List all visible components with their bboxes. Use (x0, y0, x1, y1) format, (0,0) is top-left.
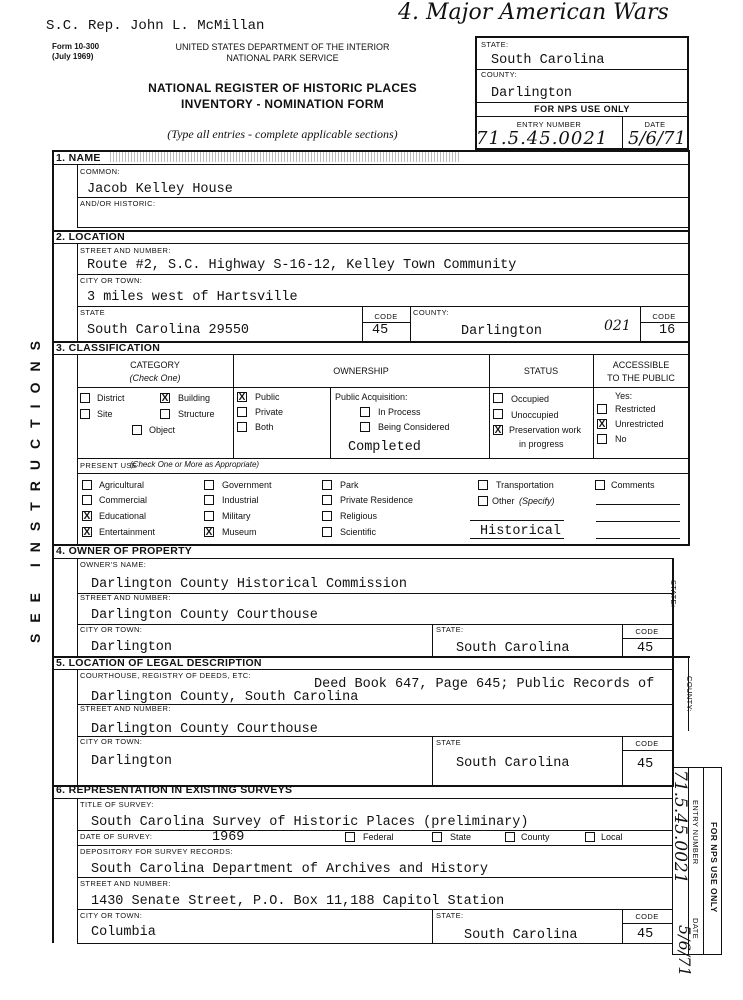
survey-date: 1969 (212, 830, 245, 845)
preservation-label-1: Preservation work (509, 425, 582, 435)
private-label: Private (255, 407, 284, 417)
category-head: CATEGORY (130, 360, 180, 370)
acquisition-label: Public Acquisition: (335, 392, 408, 402)
legal-state: South Carolina (456, 756, 570, 771)
location-state-label: STATE (80, 308, 106, 317)
federal-checkbox[interactable] (345, 832, 355, 842)
see-instructions-side: SEE INSTRUCTIONS (27, 330, 43, 643)
depository: South Carolina Department of Archives and History (91, 862, 488, 877)
ownership-head: OWNERSHIP (333, 366, 389, 376)
religious-checkbox[interactable] (322, 511, 332, 521)
acquisition-completed: Completed (348, 440, 421, 455)
yes-label: Yes: (615, 391, 633, 401)
section-1-title: 1. NAME (56, 152, 101, 164)
entertainment-checkbox[interactable]: X (83, 527, 91, 538)
present-use-label: PRESENT USE (80, 461, 138, 470)
location-county: Darlington (461, 324, 543, 339)
section-2-title: 2. LOCATION (56, 231, 126, 243)
structure-label: Structure (178, 409, 215, 419)
structure-checkbox[interactable] (160, 409, 170, 419)
courthouse-label: COURTHOUSE, REGISTRY OF DEEDS, ETC: (80, 671, 252, 680)
survey-state: South Carolina (464, 928, 578, 943)
public-checkbox[interactable]: X (238, 392, 246, 403)
legal-state-label: STATE (436, 738, 462, 747)
service: NATIONAL PARK SERVICE (226, 53, 339, 63)
owner-city: Darlington (91, 640, 173, 655)
transportation-label: Transportation (496, 480, 554, 490)
location-state: South Carolina 29550 (87, 323, 250, 338)
park-label: Park (340, 480, 359, 490)
preservation-label-2: in progress (519, 439, 564, 449)
government-label: Government (222, 480, 272, 490)
side-entry-label: ENTRY NUMBER (691, 800, 700, 865)
state-code: 45 (372, 323, 389, 338)
entertainment-label: Entertainment (99, 527, 156, 537)
top-county-value: Darlington (491, 86, 573, 101)
state-survey-label: State (450, 832, 472, 842)
museum-label: Museum (222, 527, 257, 537)
legal-city: Darlington (91, 754, 173, 769)
educational-checkbox[interactable]: X (83, 511, 91, 522)
other-label: Other (492, 496, 515, 506)
county-survey-label: County (521, 832, 550, 842)
unoccupied-checkbox[interactable] (493, 409, 503, 419)
side-entry-date: 5/6/71 (675, 925, 694, 977)
survey-city-label: CITY OR TOWN: (80, 911, 143, 920)
form-title-1: NATIONAL REGISTER OF HISTORIC PLACES (148, 81, 417, 95)
historic-label: AND/OR HISTORIC: (80, 199, 156, 208)
preservation-checkbox[interactable]: X (494, 425, 502, 436)
county-code-label: CODE (652, 312, 676, 321)
top-entry-label: ENTRY NUMBER (516, 120, 582, 129)
specify-label: (Specify) (519, 496, 555, 506)
both-checkbox[interactable] (237, 422, 247, 432)
comments-checkbox[interactable] (595, 480, 605, 490)
form-title-2: INVENTORY - NOMINATION FORM (181, 97, 384, 111)
owner-code: 45 (637, 641, 654, 656)
owner-state-label: STATE: (436, 625, 464, 634)
owner-street-label: STREET AND NUMBER: (80, 593, 171, 602)
site-label: Site (97, 409, 113, 419)
no-label: No (615, 434, 627, 444)
top-state-value: South Carolina (491, 53, 605, 68)
transportation-checkbox[interactable] (478, 480, 488, 490)
location-city-label: CITY OR TOWN: (80, 276, 143, 285)
survey-city: Columbia (91, 925, 156, 940)
other-checkbox[interactable] (478, 496, 488, 506)
wars-annotation: 4. Major American Wars (398, 0, 669, 25)
owner-street: Darlington County Courthouse (91, 608, 318, 623)
rep-annotation: S.C. Rep. John L. McMillan (46, 18, 265, 34)
private-residence-checkbox[interactable] (322, 495, 332, 505)
location-city: 3 miles west of Hartsville (87, 290, 298, 305)
survey-date-label: DATE OF SURVEY: (80, 832, 153, 841)
object-checkbox[interactable] (132, 425, 142, 435)
being-considered-checkbox[interactable] (360, 422, 370, 432)
educational-label: Educational (99, 511, 147, 521)
in-process-checkbox[interactable] (360, 407, 370, 417)
religious-label: Religious (340, 511, 378, 521)
top-date-label: DATE (644, 120, 666, 129)
section-4-title: 4. OWNER OF PROPERTY (56, 545, 193, 557)
district-label: District (97, 393, 125, 403)
category-sub: (Check One) (129, 373, 181, 383)
side-nps-label: FOR NPS USE ONLY (709, 822, 719, 913)
legal-city-label: CITY OR TOWN: (80, 737, 143, 746)
side-entry-number: 71.5.45.0021 (670, 770, 690, 884)
local-label: Local (601, 832, 623, 842)
military-checkbox[interactable] (204, 511, 214, 521)
courthouse-line-1: Deed Book 647, Page 645; Public Records of (314, 677, 655, 692)
restricted-checkbox[interactable] (597, 404, 607, 414)
agricultural-label: Agricultural (99, 480, 145, 490)
legal-code: 45 (637, 757, 654, 772)
legal-code-label: CODE (635, 739, 659, 748)
restricted-label: Restricted (615, 404, 656, 414)
survey-code: 45 (637, 927, 654, 942)
top-entry-date: 5/6/71 (628, 128, 686, 149)
legal-street-label: STREET AND NUMBER: (80, 704, 171, 713)
side-date-label: DATE (691, 918, 700, 940)
common-name: Jacob Kelley House (87, 182, 233, 197)
form-date: (July 1969) (52, 52, 94, 61)
industrial-checkbox[interactable] (204, 495, 214, 505)
side-state-label: STATE: (669, 580, 678, 608)
location-street: Route #2, S.C. Highway S-16-12, Kelley Town Community (87, 258, 517, 273)
department: UNITED STATES DEPARTMENT OF THE INTERIOR (175, 42, 390, 52)
building-label: Building (178, 393, 211, 403)
state-code-label: CODE (374, 312, 398, 321)
survey-code-label: CODE (635, 912, 659, 921)
owner-city-label: CITY OR TOWN: (80, 625, 143, 634)
government-checkbox[interactable] (204, 480, 214, 490)
industrial-label: Industrial (222, 495, 259, 505)
survey-state-label: STATE: (436, 911, 464, 920)
owner-name: Darlington County Historical Commission (91, 577, 407, 592)
private-residence-label: Private Residence (340, 495, 414, 505)
section-5-title: 5. LOCATION OF LEGAL DESCRIPTION (56, 657, 262, 669)
occupied-label: Occupied (511, 394, 550, 404)
access-head-2: TO THE PUBLIC (607, 373, 675, 383)
site-checkbox[interactable] (80, 409, 90, 419)
district-checkbox[interactable] (80, 393, 90, 403)
owner-label: OWNER'S NAME: (80, 560, 147, 569)
agricultural-checkbox[interactable] (82, 480, 92, 490)
in-process-label: In Process (378, 407, 421, 417)
depository-label: DEPOSITORY FOR SURVEY RECORDS: (80, 847, 234, 856)
commercial-checkbox[interactable] (82, 495, 92, 505)
top-entry-number: 71.5.45.0021 (476, 128, 609, 149)
county-code-handwritten: 021 (604, 318, 631, 334)
location-street-label: STREET AND NUMBER: (80, 246, 171, 255)
section-6-title: 6. REPRESENTATION IN EXISTING SURVEYS (56, 784, 293, 796)
museum-checkbox[interactable]: X (205, 527, 213, 538)
park-checkbox[interactable] (322, 480, 332, 490)
location-county-label: COUNTY: (413, 308, 450, 317)
owner-code-label: CODE (635, 627, 659, 636)
legal-street: Darlington County Courthouse (91, 722, 318, 737)
survey-street: 1430 Senate Street, P.O. Box 11,188 Capitol Station (91, 894, 505, 909)
owner-state: South Carolina (456, 641, 570, 656)
survey-title: South Carolina Survey of Historic Places (preliminary) (91, 815, 529, 830)
building-checkbox[interactable]: X (161, 393, 169, 404)
top-nps-label: FOR NPS USE ONLY (534, 104, 630, 114)
unrestricted-label: Unrestricted (615, 419, 664, 429)
top-state-label: STATE: (481, 40, 509, 49)
common-label: COMMON: (80, 167, 120, 176)
top-county-label: COUNTY: (481, 70, 518, 79)
federal-label: Federal (363, 832, 394, 842)
type-instructions: (Type all entries - complete applicable sections) (167, 127, 398, 141)
both-label: Both (255, 422, 274, 432)
scientific-checkbox[interactable] (322, 527, 332, 537)
courthouse-line-2: Darlington County, South Carolina (91, 690, 359, 705)
private-checkbox[interactable] (237, 407, 247, 417)
military-label: Military (222, 511, 251, 521)
present-use-sub: (Check One or More as Appropriate) (130, 460, 260, 469)
unoccupied-label: Unoccupied (511, 410, 559, 420)
being-considered-label: Being Considered (378, 422, 450, 432)
survey-title-label: TITLE OF SURVEY: (80, 800, 154, 809)
form-number: Form 10-300 (52, 42, 100, 51)
status-head: STATUS (523, 366, 559, 376)
state-survey-checkbox[interactable] (432, 832, 442, 842)
other-specify-value: Historical (480, 524, 562, 539)
unrestricted-checkbox[interactable]: X (598, 419, 606, 430)
object-label: Object (149, 425, 176, 435)
side-county-label: COUNTY: (685, 676, 694, 713)
survey-street-label: STREET AND NUMBER: (80, 879, 171, 888)
local-checkbox[interactable] (585, 832, 595, 842)
section-3-title: 3. CLASSIFICATION (56, 342, 161, 354)
public-label: Public (255, 392, 280, 402)
county-code: 16 (659, 323, 676, 338)
occupied-checkbox[interactable] (493, 393, 503, 403)
comments-label: Comments (611, 480, 655, 490)
no-checkbox[interactable] (597, 434, 607, 444)
commercial-label: Commercial (99, 495, 148, 505)
scientific-label: Scientific (340, 527, 377, 537)
access-head-1: ACCESSIBLE (612, 360, 670, 370)
county-survey-checkbox[interactable] (505, 832, 515, 842)
